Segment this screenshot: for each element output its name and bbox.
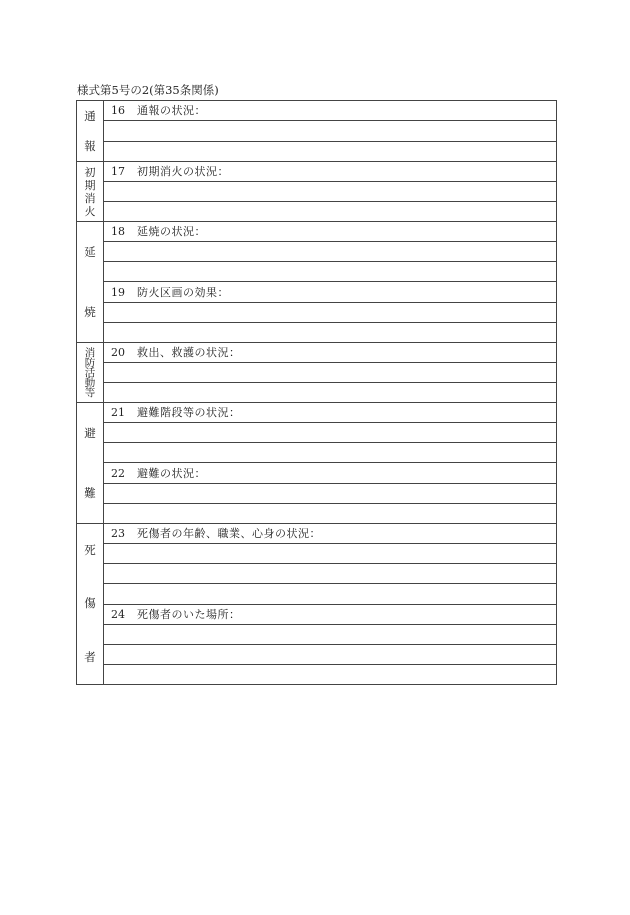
category-char: 動 (84, 376, 96, 389)
answer-line[interactable] (104, 483, 557, 503)
question-number: 21 (111, 406, 125, 420)
question-row-22 (77, 463, 557, 483)
category-fire-spread (77, 222, 104, 343)
category-char: 避 (84, 425, 96, 440)
question-row-19 (77, 282, 557, 302)
category-char: 防 (84, 356, 96, 369)
question-number: 22 (111, 466, 125, 480)
category-firefighting-activity (77, 343, 104, 403)
question-row-18 (77, 222, 557, 242)
category-casualties (77, 524, 104, 685)
question-row-23 (77, 524, 557, 544)
answer-line[interactable] (104, 363, 557, 383)
question-number: 16 (111, 104, 125, 118)
category-char: 通 (84, 108, 96, 123)
category-char: 等 (84, 386, 96, 399)
form-caption: 様式第5号の2(第35条関係) (77, 83, 219, 97)
question-number: 23 (111, 527, 125, 541)
category-char: 死 (84, 543, 96, 558)
answer-line[interactable] (104, 302, 557, 322)
answer-line[interactable] (104, 624, 557, 644)
question-cell (104, 162, 557, 182)
category-evacuation (77, 403, 104, 524)
question-row-20 (77, 343, 557, 363)
question-number: 18 (111, 225, 125, 239)
question-text: 避難の状況： (137, 466, 206, 480)
answer-line[interactable] (104, 322, 557, 342)
question-cell (104, 604, 557, 624)
category-report (77, 101, 104, 162)
category-char: 難 (84, 485, 96, 500)
answer-line[interactable] (104, 664, 557, 684)
question-text: 初期消火の状況： (137, 165, 229, 178)
answer-line[interactable] (104, 262, 557, 282)
category-char: 者 (84, 649, 96, 664)
fire-report-form-table (76, 100, 557, 685)
question-row-24 (77, 604, 557, 624)
question-text: 救出、救護の状況： (137, 346, 241, 359)
answer-line[interactable] (104, 242, 557, 262)
category-char: 消 (84, 191, 96, 205)
answer-line[interactable] (104, 644, 557, 664)
answer-line[interactable] (104, 584, 557, 604)
question-text: 死傷者の年齢、職業、心身の状況： (137, 527, 321, 541)
answer-line[interactable] (104, 443, 557, 463)
question-cell (104, 282, 557, 302)
category-char: 傷 (84, 596, 96, 611)
answer-line[interactable] (104, 423, 557, 443)
question-cell (104, 222, 557, 242)
answer-line[interactable] (104, 202, 557, 222)
answer-line[interactable] (104, 383, 557, 403)
category-char: 消 (84, 346, 96, 359)
category-char: 報 (84, 138, 96, 153)
question-row-16 (77, 101, 557, 121)
category-char: 活 (84, 366, 96, 379)
category-char: 焼 (84, 304, 96, 319)
answer-line[interactable] (104, 121, 557, 141)
category-char: 延 (84, 244, 96, 259)
answer-line[interactable] (104, 544, 557, 564)
question-text: 通報の状況： (137, 104, 206, 118)
answer-line[interactable] (104, 564, 557, 584)
question-cell (104, 343, 557, 363)
question-number: 19 (111, 285, 125, 299)
category-initial-extinguishing (77, 162, 104, 222)
category-char: 火 (84, 204, 96, 218)
question-text: 防火区画の効果： (137, 285, 229, 299)
question-number: 20 (111, 346, 125, 359)
question-row-17 (77, 162, 557, 182)
question-text: 延焼の状況： (137, 225, 206, 239)
answer-line[interactable] (104, 182, 557, 202)
question-number: 24 (111, 607, 125, 621)
question-cell (104, 403, 557, 423)
question-cell (104, 101, 557, 121)
question-text: 避難階段等の状況： (137, 406, 241, 420)
category-char: 初 (84, 165, 96, 179)
question-text: 死傷者のいた場所： (137, 607, 241, 621)
question-cell (104, 524, 557, 544)
question-number: 17 (111, 165, 125, 178)
answer-line[interactable] (104, 503, 557, 523)
question-row-21 (77, 403, 557, 423)
answer-line[interactable] (104, 141, 557, 161)
question-cell (104, 463, 557, 483)
category-char: 期 (84, 178, 96, 192)
